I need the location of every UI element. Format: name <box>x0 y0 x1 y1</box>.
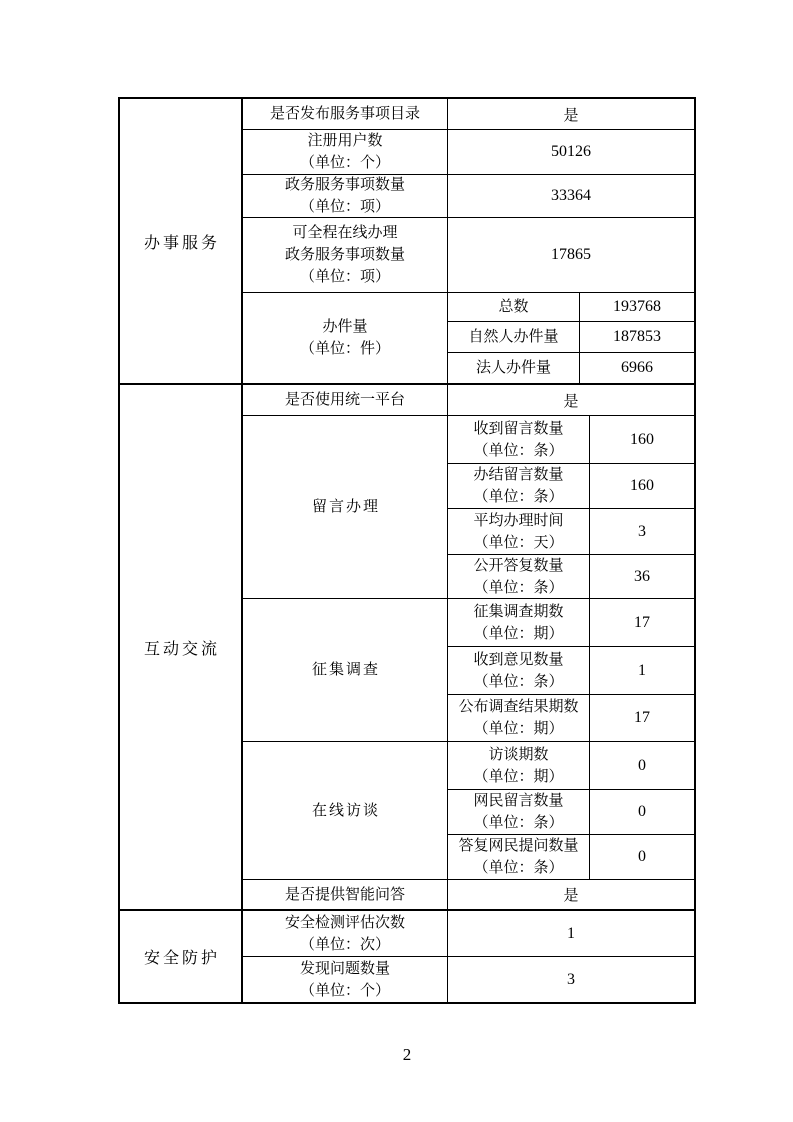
sub-label: 收到留言数量 <box>473 420 564 437</box>
sub-label: 网民留言数量 <box>473 793 564 809</box>
sub-value-cell <box>590 599 694 646</box>
metric-value-cell <box>448 385 694 415</box>
metric-label-cell <box>243 130 448 174</box>
metric-value: 17865 <box>551 246 591 263</box>
metric-value-cell <box>448 99 694 129</box>
sub-value-cell <box>590 555 694 598</box>
metric-unit: （单位：个） <box>299 155 390 171</box>
metric-label-cell <box>243 957 448 1002</box>
group-label: 留言办理 <box>311 499 380 515</box>
sub-row-public-replies <box>448 554 694 598</box>
metric-value: 3 <box>567 970 575 988</box>
metric-label: 是否使用统一平台 <box>284 392 405 408</box>
group-label-cell <box>243 742 448 879</box>
sub-row-msgs-completed <box>448 463 694 508</box>
metric-label-cell <box>243 175 448 217</box>
sub-unit: （单位：条） <box>473 579 564 596</box>
sub-value: 0 <box>638 756 646 774</box>
metric-label-cell <box>243 385 448 415</box>
metric-label: 是否发布服务事项目录 <box>269 106 420 122</box>
metric-label: 发现问题数量 <box>299 960 390 977</box>
section-title-cell <box>120 99 243 383</box>
sub-row-total <box>448 293 694 321</box>
sub-rows-column <box>448 416 694 598</box>
metric-value: 1 <box>567 924 575 942</box>
sub-value: 6966 <box>621 359 653 376</box>
sub-value-cell <box>590 790 694 834</box>
sub-value-cell <box>580 322 694 352</box>
metric-unit: （单位：个） <box>299 982 390 999</box>
metric-row-service-items <box>243 174 694 217</box>
sub-label-cell <box>448 647 590 694</box>
section-anquan-fanghu <box>120 909 694 1002</box>
sub-row-questions-answered <box>448 834 694 879</box>
sub-label-cell <box>448 353 580 383</box>
sub-value-cell <box>590 695 694 741</box>
sub-unit: （单位：期） <box>473 721 564 737</box>
metric-value: 是 <box>563 393 579 410</box>
sub-row-netizen-messages <box>448 789 694 834</box>
sub-row-natural-person <box>448 321 694 352</box>
sub-label: 收到意见数量 <box>473 651 564 668</box>
metric-label-cell <box>243 880 448 909</box>
sub-label: 公开答复数量 <box>473 557 564 574</box>
metric-row-problems-found <box>243 956 694 1002</box>
sub-label-cell <box>448 322 580 352</box>
metric-row-catalog <box>243 99 694 129</box>
sub-value: 17 <box>634 709 650 726</box>
sub-value: 160 <box>630 430 654 448</box>
sub-row-avg-handle-time <box>448 508 694 554</box>
sub-label: 办结留言数量 <box>473 467 564 483</box>
section-title-cell <box>120 385 243 909</box>
sub-label: 访谈期数 <box>488 746 549 763</box>
metric-value-cell <box>448 880 694 909</box>
sub-value: 3 <box>638 522 646 540</box>
sub-value: 0 <box>638 848 646 865</box>
section-hudong-jiaoliu <box>120 383 694 909</box>
sub-value-cell <box>590 416 694 463</box>
sub-unit: （单位：条） <box>473 673 564 690</box>
metric-value-cell <box>448 175 694 217</box>
sub-label: 征集调查期数 <box>473 603 564 620</box>
metric-label-cell <box>243 99 448 129</box>
group-unit: （单位：件） <box>299 341 390 357</box>
sub-label: 答复网民提问数量 <box>458 838 579 854</box>
sub-row-survey-issues <box>448 599 694 646</box>
group-row-messages <box>243 415 694 598</box>
sub-label: 平均办理时间 <box>473 512 564 529</box>
sub-value-cell <box>590 509 694 554</box>
group-label-cell <box>243 599 448 741</box>
group-row-survey <box>243 598 694 741</box>
sub-value: 1 <box>638 661 646 679</box>
sub-unit: （单位：条） <box>473 442 564 459</box>
section-banshi-fuwu <box>120 99 694 383</box>
metric-row-online-items <box>243 217 694 292</box>
sub-label-cell <box>448 464 590 508</box>
metric-value-cell <box>448 218 694 292</box>
section-title-cell <box>120 911 243 1002</box>
sub-label-cell <box>448 790 590 834</box>
metric-label-line1: 可全程在线办理 <box>292 225 398 241</box>
metric-label: 注册用户数 <box>307 133 383 149</box>
metric-label: 安全检测评估次数 <box>284 914 405 931</box>
sub-value: 193768 <box>613 298 661 315</box>
group-label: 在线访谈 <box>311 802 380 819</box>
group-row-interview <box>243 741 694 879</box>
sub-value-cell <box>580 293 694 321</box>
section-title: 互动交流 <box>143 640 220 658</box>
section-title: 安全防护 <box>143 950 220 967</box>
metric-unit: （单位：次） <box>299 936 390 953</box>
sub-value: 36 <box>634 567 650 585</box>
sub-label-cell <box>448 555 590 598</box>
metric-row-security-checks <box>243 911 694 956</box>
metric-label: 是否提供智能问答 <box>284 886 405 903</box>
sub-label-cell <box>448 416 590 463</box>
sub-value: 17 <box>634 613 650 631</box>
sub-rows-column <box>448 599 694 741</box>
sub-rows-column <box>448 293 694 383</box>
metric-row-platform <box>243 385 694 415</box>
section-title: 办事服务 <box>143 234 220 252</box>
metric-unit: （单位：项） <box>299 199 390 215</box>
sub-label-cell <box>448 835 590 879</box>
sub-unit: （单位：条） <box>473 815 564 831</box>
sub-row-interview-count <box>448 742 694 789</box>
sub-unit: （单位：天） <box>473 534 564 551</box>
sub-unit: （单位：条） <box>473 489 564 505</box>
metric-value: 是 <box>563 888 579 904</box>
sub-label-cell <box>448 742 590 789</box>
metric-unit: （单位：项） <box>299 269 390 285</box>
sub-unit: （单位：期） <box>473 625 564 642</box>
sub-label-cell <box>448 695 590 741</box>
group-label: 办件量 <box>322 319 368 335</box>
sub-row-msgs-received <box>448 416 694 463</box>
sub-value-cell <box>590 835 694 879</box>
sub-row-opinions-received <box>448 646 694 694</box>
section-body <box>243 99 694 383</box>
sub-label: 公布调查结果期数 <box>458 699 579 715</box>
sub-label-cell <box>448 599 590 646</box>
metric-value: 是 <box>563 107 579 124</box>
report-table <box>118 97 696 1004</box>
sub-label: 法人办件量 <box>475 360 551 376</box>
sub-value-cell <box>590 647 694 694</box>
metric-label-cell <box>243 911 448 956</box>
sub-value-cell <box>580 353 694 383</box>
page-number: 2 <box>402 1045 412 1064</box>
sub-label-cell <box>448 293 580 321</box>
sub-label-cell <box>448 509 590 554</box>
metric-label-cell <box>243 218 448 292</box>
metric-value-cell <box>448 130 694 174</box>
group-row-volume <box>243 292 694 383</box>
metric-value-cell <box>448 957 694 1002</box>
sub-value-cell <box>590 742 694 789</box>
metric-value: 33364 <box>551 187 591 204</box>
metric-label: 政务服务事项数量 <box>284 177 405 193</box>
section-body <box>243 385 694 909</box>
sub-row-results-published <box>448 694 694 741</box>
metric-row-users <box>243 129 694 174</box>
group-label-cell <box>243 416 448 598</box>
group-label: 征集调查 <box>311 662 380 678</box>
group-label-cell <box>243 293 448 383</box>
sub-unit: （单位：期） <box>473 768 564 785</box>
metric-value-cell <box>448 911 694 956</box>
sub-value: 0 <box>638 803 646 820</box>
metric-row-smart-qa <box>243 879 694 909</box>
metric-label-line2: 政务服务事项数量 <box>284 247 405 263</box>
sub-rows-column <box>448 742 694 879</box>
sub-value: 187853 <box>613 328 661 345</box>
sub-value-cell <box>590 464 694 508</box>
sub-unit: （单位：条） <box>473 860 564 876</box>
sub-label: 自然人办件量 <box>468 329 559 345</box>
section-body <box>243 911 694 1002</box>
sub-value: 160 <box>630 477 654 494</box>
metric-value: 50126 <box>551 143 591 160</box>
sub-row-legal-person <box>448 352 694 383</box>
sub-label: 总数 <box>498 299 529 315</box>
